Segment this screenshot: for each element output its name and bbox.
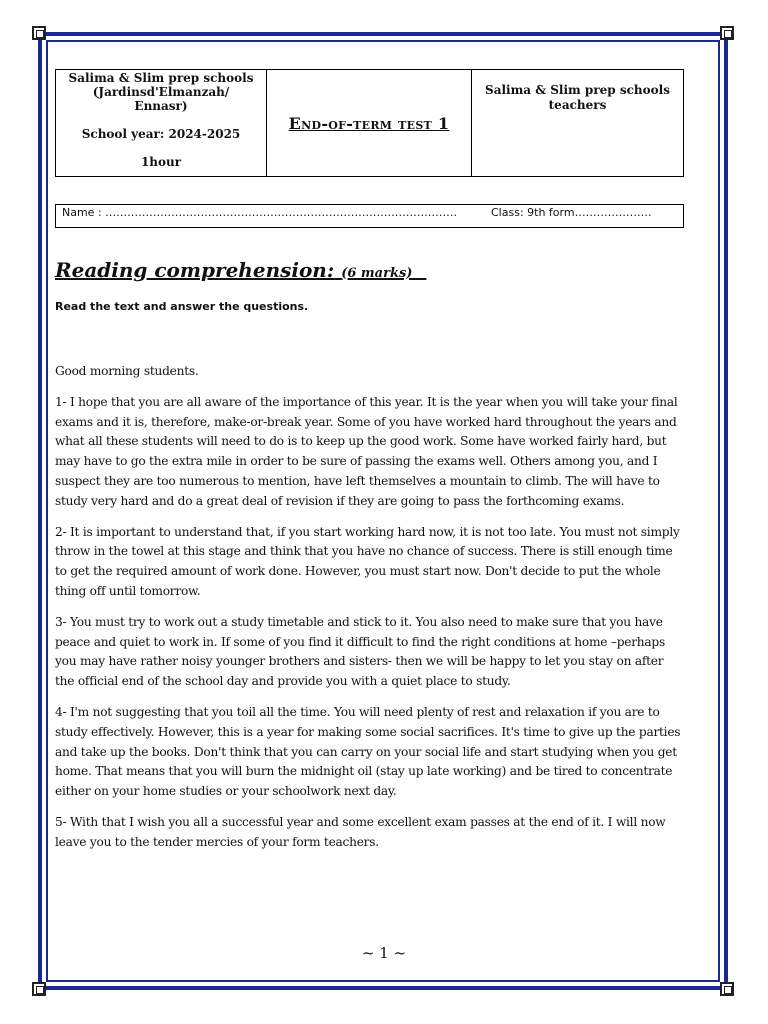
paragraph: 3- You must try to work out a study timetable and stick to it. You also need to make sure that you have peace and quiet to work in. If some of you find it difficult to find the right conditions at home –perhaps you may have rather noisy younger brothers and sisters- then we will be happy to let you stay on after the official end of the school day and provide you with a quiet place to study. bbox=[55, 614, 665, 689]
class-field[interactable]: Class: 9th form………………… bbox=[491, 206, 652, 219]
reading-text bbox=[55, 362, 683, 864]
paragraph: 2- It is important to understand that, if you start working hard now, it is not too late. You must not simply throw in the towel at this stage and think that you have no chance of success. There is still enough time to get the required amount of work done. However, you must start now. Don't decide to put the whole thing off until tomorrow. bbox=[55, 524, 680, 598]
name-field[interactable]: Name : …………………………………………………………………………………… bbox=[62, 206, 458, 219]
corner-ornament-bottom-right bbox=[720, 982, 734, 996]
instruction: Read the text and answer the questions. bbox=[55, 300, 309, 313]
school-name: Salima & Slim prep schools bbox=[68, 71, 254, 85]
corner-ornament-bottom-left bbox=[32, 982, 46, 996]
header-table bbox=[55, 69, 684, 177]
test-duration: 1hour bbox=[140, 155, 182, 169]
school-branches: (Jardinsd'Elmanzah/ bbox=[92, 85, 230, 99]
page-number: ~ 1 ~ bbox=[361, 944, 407, 962]
section-marks: (6 marks) bbox=[341, 266, 413, 281]
student-info-box bbox=[55, 204, 684, 228]
school-year: School year: 2024-2025 bbox=[81, 127, 241, 141]
section-title-text: Reading comprehension: bbox=[55, 258, 335, 282]
section-title bbox=[55, 258, 426, 282]
school-branches-2: Ennasr) bbox=[134, 99, 188, 113]
teachers-cell bbox=[472, 70, 683, 176]
teachers-line-2: teachers bbox=[548, 98, 607, 112]
teachers-line-1: Salima & Slim prep schools bbox=[485, 83, 670, 97]
test-title: End-of-term test 1 bbox=[288, 113, 450, 133]
paragraph: 4- I'm not suggesting that you toil all the time. You will need plenty of rest and relaxation if you are to study effectively. However, this is a year for making some social sacrifices. It's time to give up the parties and take up the books. Don't think that you can carry on your social life and start studying when you get home. That means that you will burn the midnight oil (stay up late working) and be tired to concentrate either on your home studies or your schoolwork next day. bbox=[55, 704, 681, 799]
test-title-cell bbox=[267, 70, 472, 176]
corner-ornament-top-right bbox=[720, 26, 734, 40]
corner-ornament-top-left bbox=[32, 26, 46, 40]
greeting: Good morning students. bbox=[55, 364, 199, 378]
paragraph: 5- With that I wish you all a successful year and some excellent exam passes at the end of it. I will now leave you to the tender mercies of your form teachers. bbox=[55, 814, 666, 849]
school-info-cell bbox=[56, 70, 267, 176]
paragraph: 1- I hope that you are all aware of the importance of this year. It is the year when you will take your final exams and it is, therefore, make-or-break year. Some of you have worked hard throughout the years and what all these students will need to do is to keep up the good work. Some have worked fairly hard, but may have to go the extra mile in order to be sure of passing the exams well. Others among you, and I suspect they are too numerous to mention, have left themselves a mountain to climb. The will have to study very hard and do a great deal of revision if they are going to pass the forthcoming exams. bbox=[55, 394, 678, 508]
